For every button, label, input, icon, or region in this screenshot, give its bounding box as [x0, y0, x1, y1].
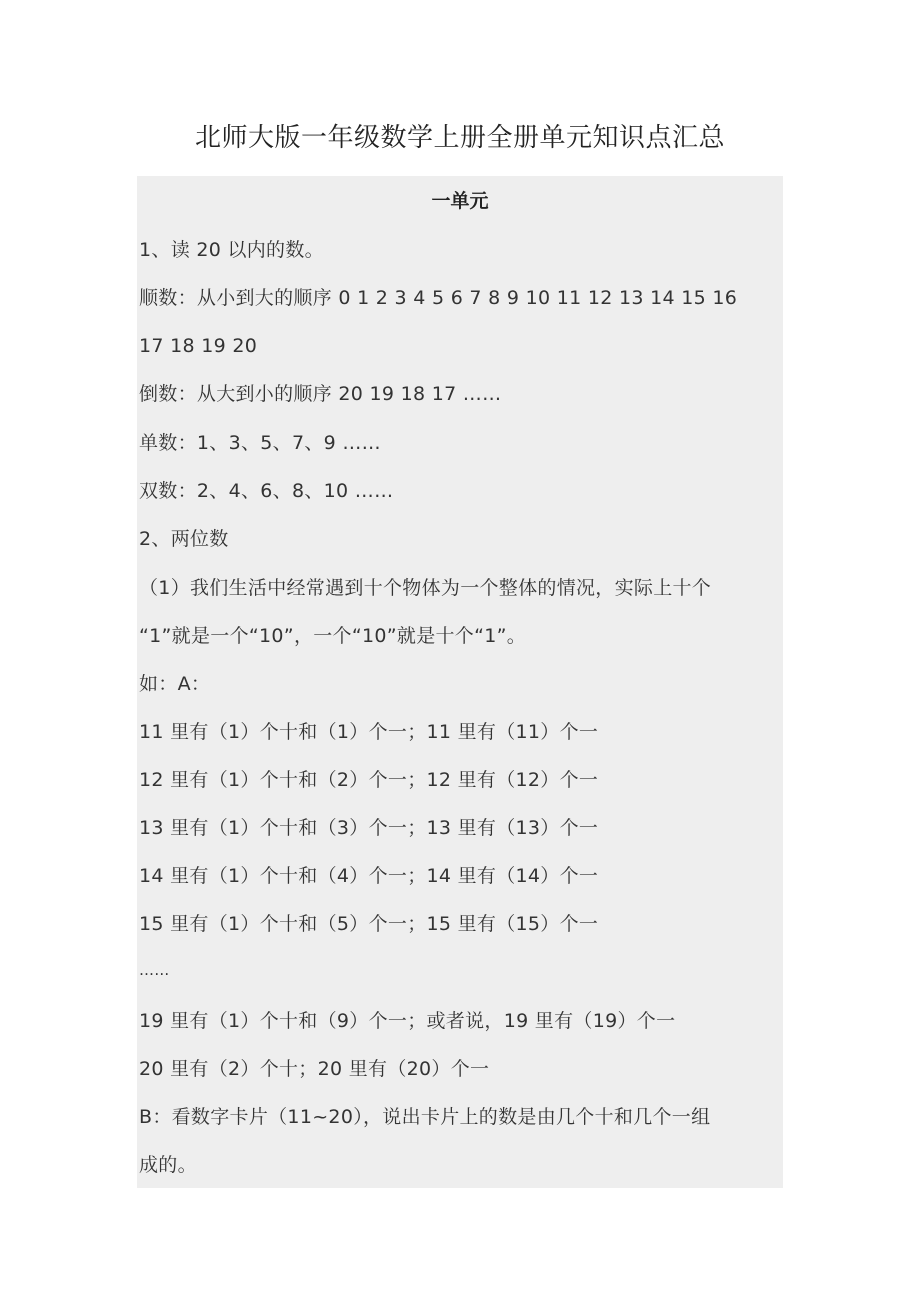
text-line: 双数：2、4、6、8、10 ……: [139, 480, 394, 502]
text-line: 19 里有（1）个十和（9）个一；或者说，19 里有（19）个一: [139, 1010, 676, 1032]
text-line: 单数：1、3、5、7、9 ……: [139, 432, 381, 454]
text-line: 14 里有（1）个十和（4）个一；14 里有（14）个一: [139, 865, 599, 887]
document-title: 北师大版一年级数学上册全册单元知识点汇总: [194, 123, 725, 153]
unit-heading: 一单元: [431, 190, 489, 212]
text-line: “1”就是一个“10”，一个“10”就是十个“1”。: [139, 625, 527, 647]
text-line: B：看数字卡片（11~20），说出卡片上的数是由几个十和几个一组: [139, 1106, 711, 1128]
text-line: 13 里有（1）个十和（3）个一；13 里有（13）个一: [139, 817, 599, 839]
text-line: 15 里有（1）个十和（5）个一；15 里有（15）个一: [139, 913, 599, 935]
unit-one-panel: [137, 176, 783, 1188]
text-line: 如：A：: [139, 673, 211, 695]
ellipsis-line: ……: [139, 961, 170, 979]
text-line: 20 里有（2）个十；20 里有（20）个一: [139, 1058, 490, 1080]
text-line: 倒数：从大到小的顺序 20 19 18 17 ……: [139, 383, 502, 405]
text-line: 2、两位数: [139, 528, 229, 550]
text-line: 1、读 20 以内的数。: [139, 239, 324, 261]
text-line: 12 里有（1）个十和（2）个一；12 里有（12）个一: [139, 769, 599, 791]
text-line: （1）我们生活中经常遇到十个物体为一个整体的情况，实际上十个: [139, 577, 712, 599]
text-line: 成的。: [139, 1154, 197, 1176]
text-line: 顺数：从小到大的顺序 0 1 2 3 4 5 6 7 8 9 10 11 12 13 14 15 16: [139, 287, 738, 309]
text-line: 17 18 19 20: [139, 335, 258, 357]
text-line: 11 里有（1）个十和（1）个一；11 里有（11）个一: [139, 721, 599, 743]
